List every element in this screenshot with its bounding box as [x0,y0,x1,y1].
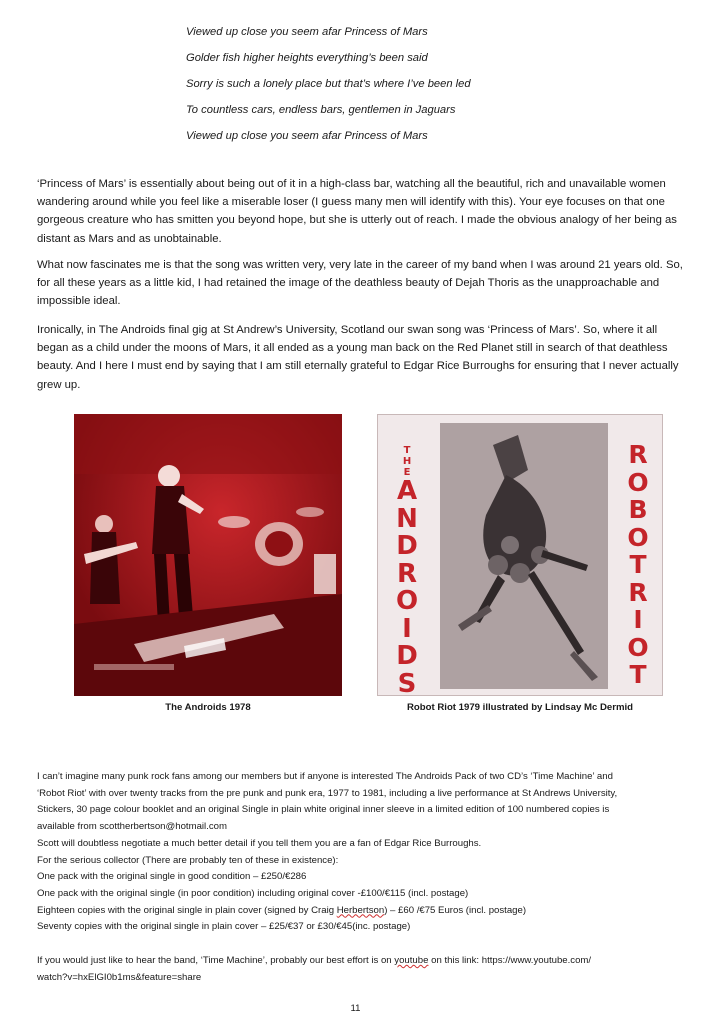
lyric-line: Viewed up close you seem afar Princess of Mars [186,26,428,38]
cover-letter: R [396,558,418,589]
cover-title-right [616,441,660,689]
lyric-line: Golder fish higher heights everything’s been said [186,52,428,64]
cover-letter: D [396,641,418,671]
cover-letter: I [633,605,643,634]
cover-letter: O [627,522,649,552]
cover-letter: R [628,440,648,469]
cover-letter: O [627,467,649,497]
cover-letter: A [396,476,418,506]
robot-riot-cover [377,414,663,696]
cover-letter: O [395,586,419,616]
signed-line-end: ) – £60 /€75 Euros (incl. postage) [384,904,527,916]
info-line: For the serious collector (There are probably ten of these in existence): [37,854,339,866]
cover-letter: N [396,503,418,534]
youtube-paragraph [37,953,685,986]
youtube-text-start: If you would just like to hear the band, ‘Time Machine’, probably our best effort is on [37,955,395,966]
photo-caption-robot-riot: Robot Riot 1979 illustrated by Lindsay Mc Dermid [406,702,634,713]
paragraph-final-gig: Ironically, in The Androids final gig at St Andrew’s University, Scotland our swan song was ‘Princess of Mars’. So, where it all began as a child under the moons of Mars, it all ended as a young man back on the Red Planet still in search of that deathless beauty. And I here I must end by saying that I am still eternally grateful to Edgar Rice Burroughs for ensuring that I never actually grew up. [37,324,679,391]
paragraph-fascination: What now fascinates me is that the song was written very, very late in the career of my band when I was around 21 years old. So, for all these years as a little kid, I had retained the image of the deathless beauty of Dejah Thoris as the unapproachable and impossible ideal. [37,259,683,308]
info-line: I can’t imagine many punk rock fans among our members but if anyone is interested The Androids Pack of two CD’s ‘Time Machine’ and [37,771,613,782]
cover-letter: R [628,577,648,607]
cover-letter: T [403,445,411,456]
info-line: Stickers, 30 page colour booklet and an original Single in plain white original inner sleeve in a limited edition of 100 numbered copies is [37,804,610,816]
youtube-link-end[interactable]: watch?v=hxElGI0b1ms&feature=share [37,971,202,983]
sales-info-block [37,769,685,936]
youtube-line-1 [37,953,685,970]
cover-letter: S [397,668,417,696]
photo-caption-androids: The Androids 1978 [165,702,251,713]
live-band-illustration [74,414,342,696]
cover-letter: T [629,660,647,689]
page-number: 11 [350,1003,361,1014]
signed-line-start: Eighteen copies with the original single in plain cover (signed by Craig [37,904,337,916]
info-line: Scott will doubtless negotiate a much better detail if you tell them you are a fan of Edgar Rice Burroughs. [37,837,482,849]
androids-live-photo [74,414,342,696]
info-line: Seventy copies with the original single in plain cover – £25/€37 or £30/€45(inc. postage) [37,921,411,933]
cover-letter: H [402,456,412,467]
info-line: ‘Robot Riot’ with over twenty tracks from the pre punk and punk era, 1977 to 1981, including a live performance at St Andrews University, [37,787,618,799]
cover-letter: T [629,550,647,579]
info-line: available from scottherbertson@hotmail.com [37,821,227,833]
youtube-word: youtube [394,955,429,966]
lyric-line: Sorry is such a lonely place but that’s where I’ve been led [186,78,471,90]
lyric-line: To countless cars, endless bars, gentlemen in Jaguars [186,104,456,116]
lyrics-block [186,19,606,149]
cover-title-left [384,445,430,696]
paragraph-princess-of-mars: ‘Princess of Mars’ is essentially about being out of it in a high-class bar, watching all the beautiful, rich and unavailable women wandering around while you feel like a miserable loser (I guess many men will identify with this). Your eye focuses on that one gorgeous creature who has smitten you beyond hope, but she is utterly out of reach. I made the obvious analogy of her being as distant as Mars and as unobtainable. [37,178,677,245]
cover-letter: D [396,531,418,561]
cover-letter: E [403,467,411,478]
lyric-line: Viewed up close you seem afar Princess of Mars [186,130,428,142]
youtube-link-start[interactable]: on this link: https://www.youtube.com/ [428,955,592,966]
info-line: One pack with the original single in good condition – £250/€286 [37,871,307,883]
cover-letter: B [628,495,648,524]
cover-letter: I [402,613,412,644]
cover-letter: O [627,632,649,662]
info-line: One pack with the original single (in poor condition) including original cover -£100/€115 (incl. postage) [37,887,469,899]
info-line-signed [37,903,685,920]
signed-name: Herbertson [336,904,385,916]
